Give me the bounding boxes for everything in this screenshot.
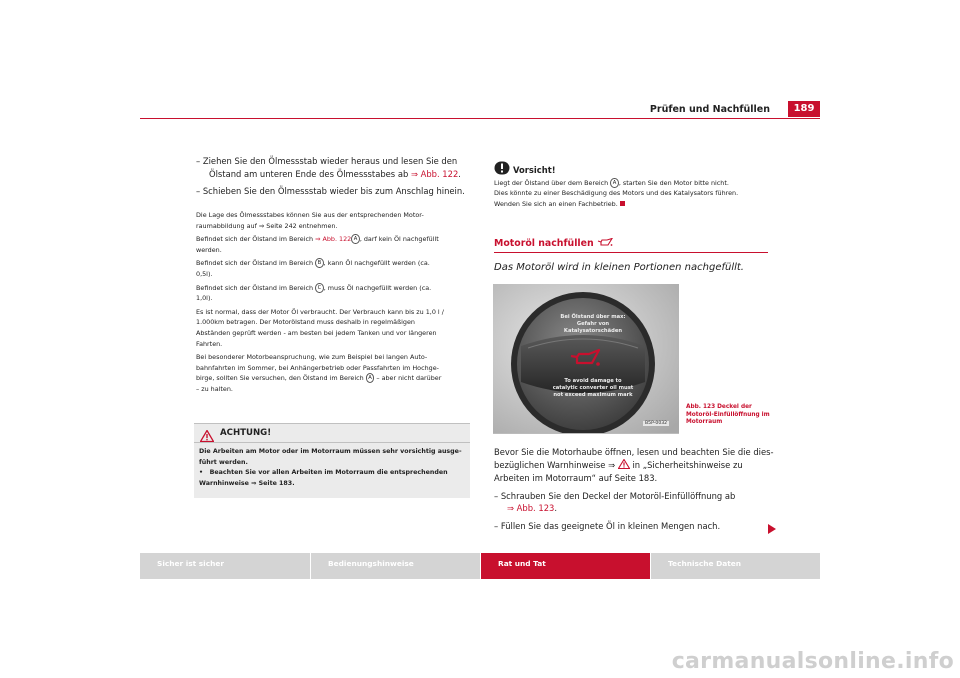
figure-code: B5P-0032 — [645, 421, 668, 426]
step-1-line-1: – Ziehen Sie den Ölmessstab wieder heraus und lesen Sie den — [196, 156, 458, 166]
footer-tab-rat-und-tat[interactable]: Rat und Tat — [481, 553, 650, 579]
page-number: 189 — [788, 101, 820, 117]
figure-caption — [686, 404, 770, 427]
marker-badge-a-2: A — [366, 373, 375, 383]
para-2-text: Befindet sich der Ölstand im Bereich — [196, 235, 316, 244]
marker-badge-b: B — [315, 258, 324, 268]
caption-line-1: Abb. 123 Deckel der — [686, 404, 752, 410]
footer-nav — [140, 553, 820, 579]
para-1-line-2: raumabbildung auf ⇒ Seite 242 entnehmen. — [196, 221, 338, 230]
section-heading — [494, 238, 613, 250]
warning-body — [199, 447, 467, 489]
warning-line-2: führt werden. — [199, 458, 248, 466]
cap-text-bottom-3: not exceed maximum mark — [553, 392, 633, 398]
para-5-line-1: Es ist normal, dass der Motor Öl verbraucht. Der Verbrauch kann bis zu 1,0 l / — [196, 307, 444, 316]
para-3-suffix: , kann Öl nachgefüllt werden (ca. — [323, 259, 430, 268]
footer-tab-bedienung[interactable]: Bedienungshinweise — [311, 553, 480, 579]
caution-suffix: , starten Sie den Motor bitte nicht. — [618, 179, 729, 187]
para-4-text: Befindet sich der Ölstand im Bereich — [196, 283, 316, 292]
caution-line-3-text: Wenden Sie sich an einen Fachbetrieb. — [494, 199, 618, 208]
header-rule — [140, 118, 820, 119]
caption-line-2: Motoröl-Einfüllöffnung im — [686, 411, 770, 418]
warning-triangle-icon-inline — [618, 459, 630, 473]
right-para-line-3: Arbeiten im Motorraum“ auf Seite 183. — [494, 473, 658, 483]
para-5-line-4: Fahrten. — [196, 339, 223, 348]
fill-step-1-line-2 — [494, 502, 774, 515]
caution-icon — [494, 160, 510, 179]
para-4-suffix: , muss Öl nachgefüllt werden (ca. — [323, 283, 432, 292]
section-rule — [494, 252, 768, 253]
left-body-text — [196, 210, 476, 395]
caution-line-3 — [494, 199, 769, 209]
fill-step-2: – Füllen Sie das geeignete Öl in kleinen Mengen nach. — [494, 520, 721, 531]
para-5-line-3: Abständen geprüft werden - am besten bei jedem Tanken und vor längeren — [196, 328, 437, 337]
section-title: Motoröl nachfüllen — [494, 238, 594, 249]
para-6-line-3 — [196, 373, 476, 384]
footer-tab-sicher[interactable]: Sicher ist sicher — [140, 553, 310, 579]
oil-cap-illustration — [493, 284, 679, 433]
para-5-line-2: 1.000km betragen. Der Motorölstand muss deshalb in regelmäßigen — [196, 318, 415, 327]
marker-badge-a: A — [351, 234, 360, 244]
para-1-line-1: Die Lage des Ölmessstabes können Sie aus der entsprechenden Motor- — [196, 211, 424, 219]
para-2-suffix: , darf kein Öl nachgefüllt — [359, 235, 439, 244]
step-1-line-2 — [196, 168, 461, 181]
section-subtitle: Das Motoröl wird in kleinen Portionen nachgefüllt. — [494, 262, 744, 273]
instruction-step-2: – Schieben Sie den Ölmessstab wieder bis zum Anschlag hinein. — [196, 186, 465, 196]
cap-text-top-2: Gefahr von Katalysatorschäden — [563, 321, 623, 334]
para-3-text: Befindet sich der Ölstand im Bereich — [196, 259, 316, 268]
step-1-suffix: . — [458, 168, 461, 179]
right-para-text: bezüglichen Warnhinweise ⇒ — [494, 459, 618, 470]
instruction-step-1 — [196, 155, 461, 180]
warning-line-3 — [199, 468, 467, 479]
warning-line-1: Die Arbeiten am Motor oder im Motorraum müssen sehr vorsichtig ausge- — [199, 448, 462, 455]
para-6-line-4: – zu halten. — [196, 384, 233, 393]
caution-line-1 — [494, 178, 769, 188]
para-6-suffix: – aber nicht darüber — [374, 374, 442, 383]
para-4-line-2: 1,0l). — [196, 294, 213, 303]
caption-line-3: Motorraum — [686, 419, 723, 425]
caution-body — [494, 178, 769, 209]
figure-ref-123[interactable]: ⇒ Abb. 123 — [507, 503, 555, 513]
cap-text-bottom-2: catalytic converter oil must — [552, 385, 634, 391]
fill-step-1-suffix: . — [554, 503, 558, 513]
para-6-line-1: Bei besonderer Motorbeanspruchung, wie zum Beispiel bei langen Auto- — [196, 353, 428, 362]
running-header-title: Prüfen und Nachfüllen — [649, 104, 770, 115]
cap-text-bottom-1: To avoid damage to — [564, 378, 622, 384]
oil-filler-cap-figure — [493, 284, 679, 434]
figure-ref-122[interactable]: ⇒ Abb. 122 — [410, 168, 459, 179]
para-6-line-2: bahnfahrten im Sommer, bei Anhängerbetrieb oder Passfahrten im Hochge- — [196, 363, 439, 372]
para-4-line-1 — [196, 283, 476, 294]
figure-ref-122-b[interactable]: ⇒ Abb. 122 — [315, 235, 352, 244]
warning-line-4: Warnhinweise ⇒ Seite 183. — [199, 479, 295, 487]
end-mark-icon — [620, 201, 625, 206]
caution-title: Vorsicht! — [513, 165, 556, 175]
warning-line-3-text: Beachten Sie vor allen Arbeiten im Motorraum die entsprechenden — [209, 469, 448, 476]
para-2-line-1 — [196, 234, 476, 245]
caution-text: Liegt der Ölstand über dem Bereich — [494, 179, 611, 187]
bullet: • — [199, 469, 204, 476]
warning-title: ACHTUNG! — [220, 428, 272, 438]
next-page-arrow-icon[interactable] — [768, 524, 776, 534]
marker-badge-c: C — [315, 283, 324, 293]
cap-text-bottom — [545, 378, 641, 399]
right-para-line-2 — [494, 459, 774, 473]
right-body-paragraph — [494, 446, 774, 532]
cap-text-top — [551, 314, 635, 335]
marker-badge-a-3: A — [610, 178, 619, 188]
footer-tab-technische-daten[interactable]: Technische Daten — [651, 553, 820, 579]
right-para-suffix: in „Sicherheitshinweise zu — [629, 459, 743, 470]
oil-can-icon — [597, 238, 613, 250]
warning-triangle-icon — [200, 427, 214, 446]
cap-text-top-1: Bei Ölstand über max: — [560, 314, 626, 320]
para-3-line-1 — [196, 258, 476, 269]
right-para-line-1: Bevor Sie die Motorhaube öffnen, lesen und beachten Sie die dies- — [494, 447, 774, 457]
watermark: carmanualsonline.info — [671, 649, 954, 674]
para-6-text: birge, sollten Sie versuchen, den Ölstand im Bereich — [196, 374, 366, 383]
caution-line-2: Dies könnte zu einer Beschädigung des Motors und des Katalysators führen. — [494, 189, 739, 198]
fill-step-1-line-1: – Schrauben Sie den Deckel der Motoröl-Einfüllöffnung ab — [494, 490, 736, 501]
para-2-line-2: werden. — [196, 245, 222, 254]
para-3-line-2: 0,5l). — [196, 269, 213, 278]
step-1-text: Ölstand am unteren Ende des Ölmessstabes ab — [209, 168, 411, 179]
